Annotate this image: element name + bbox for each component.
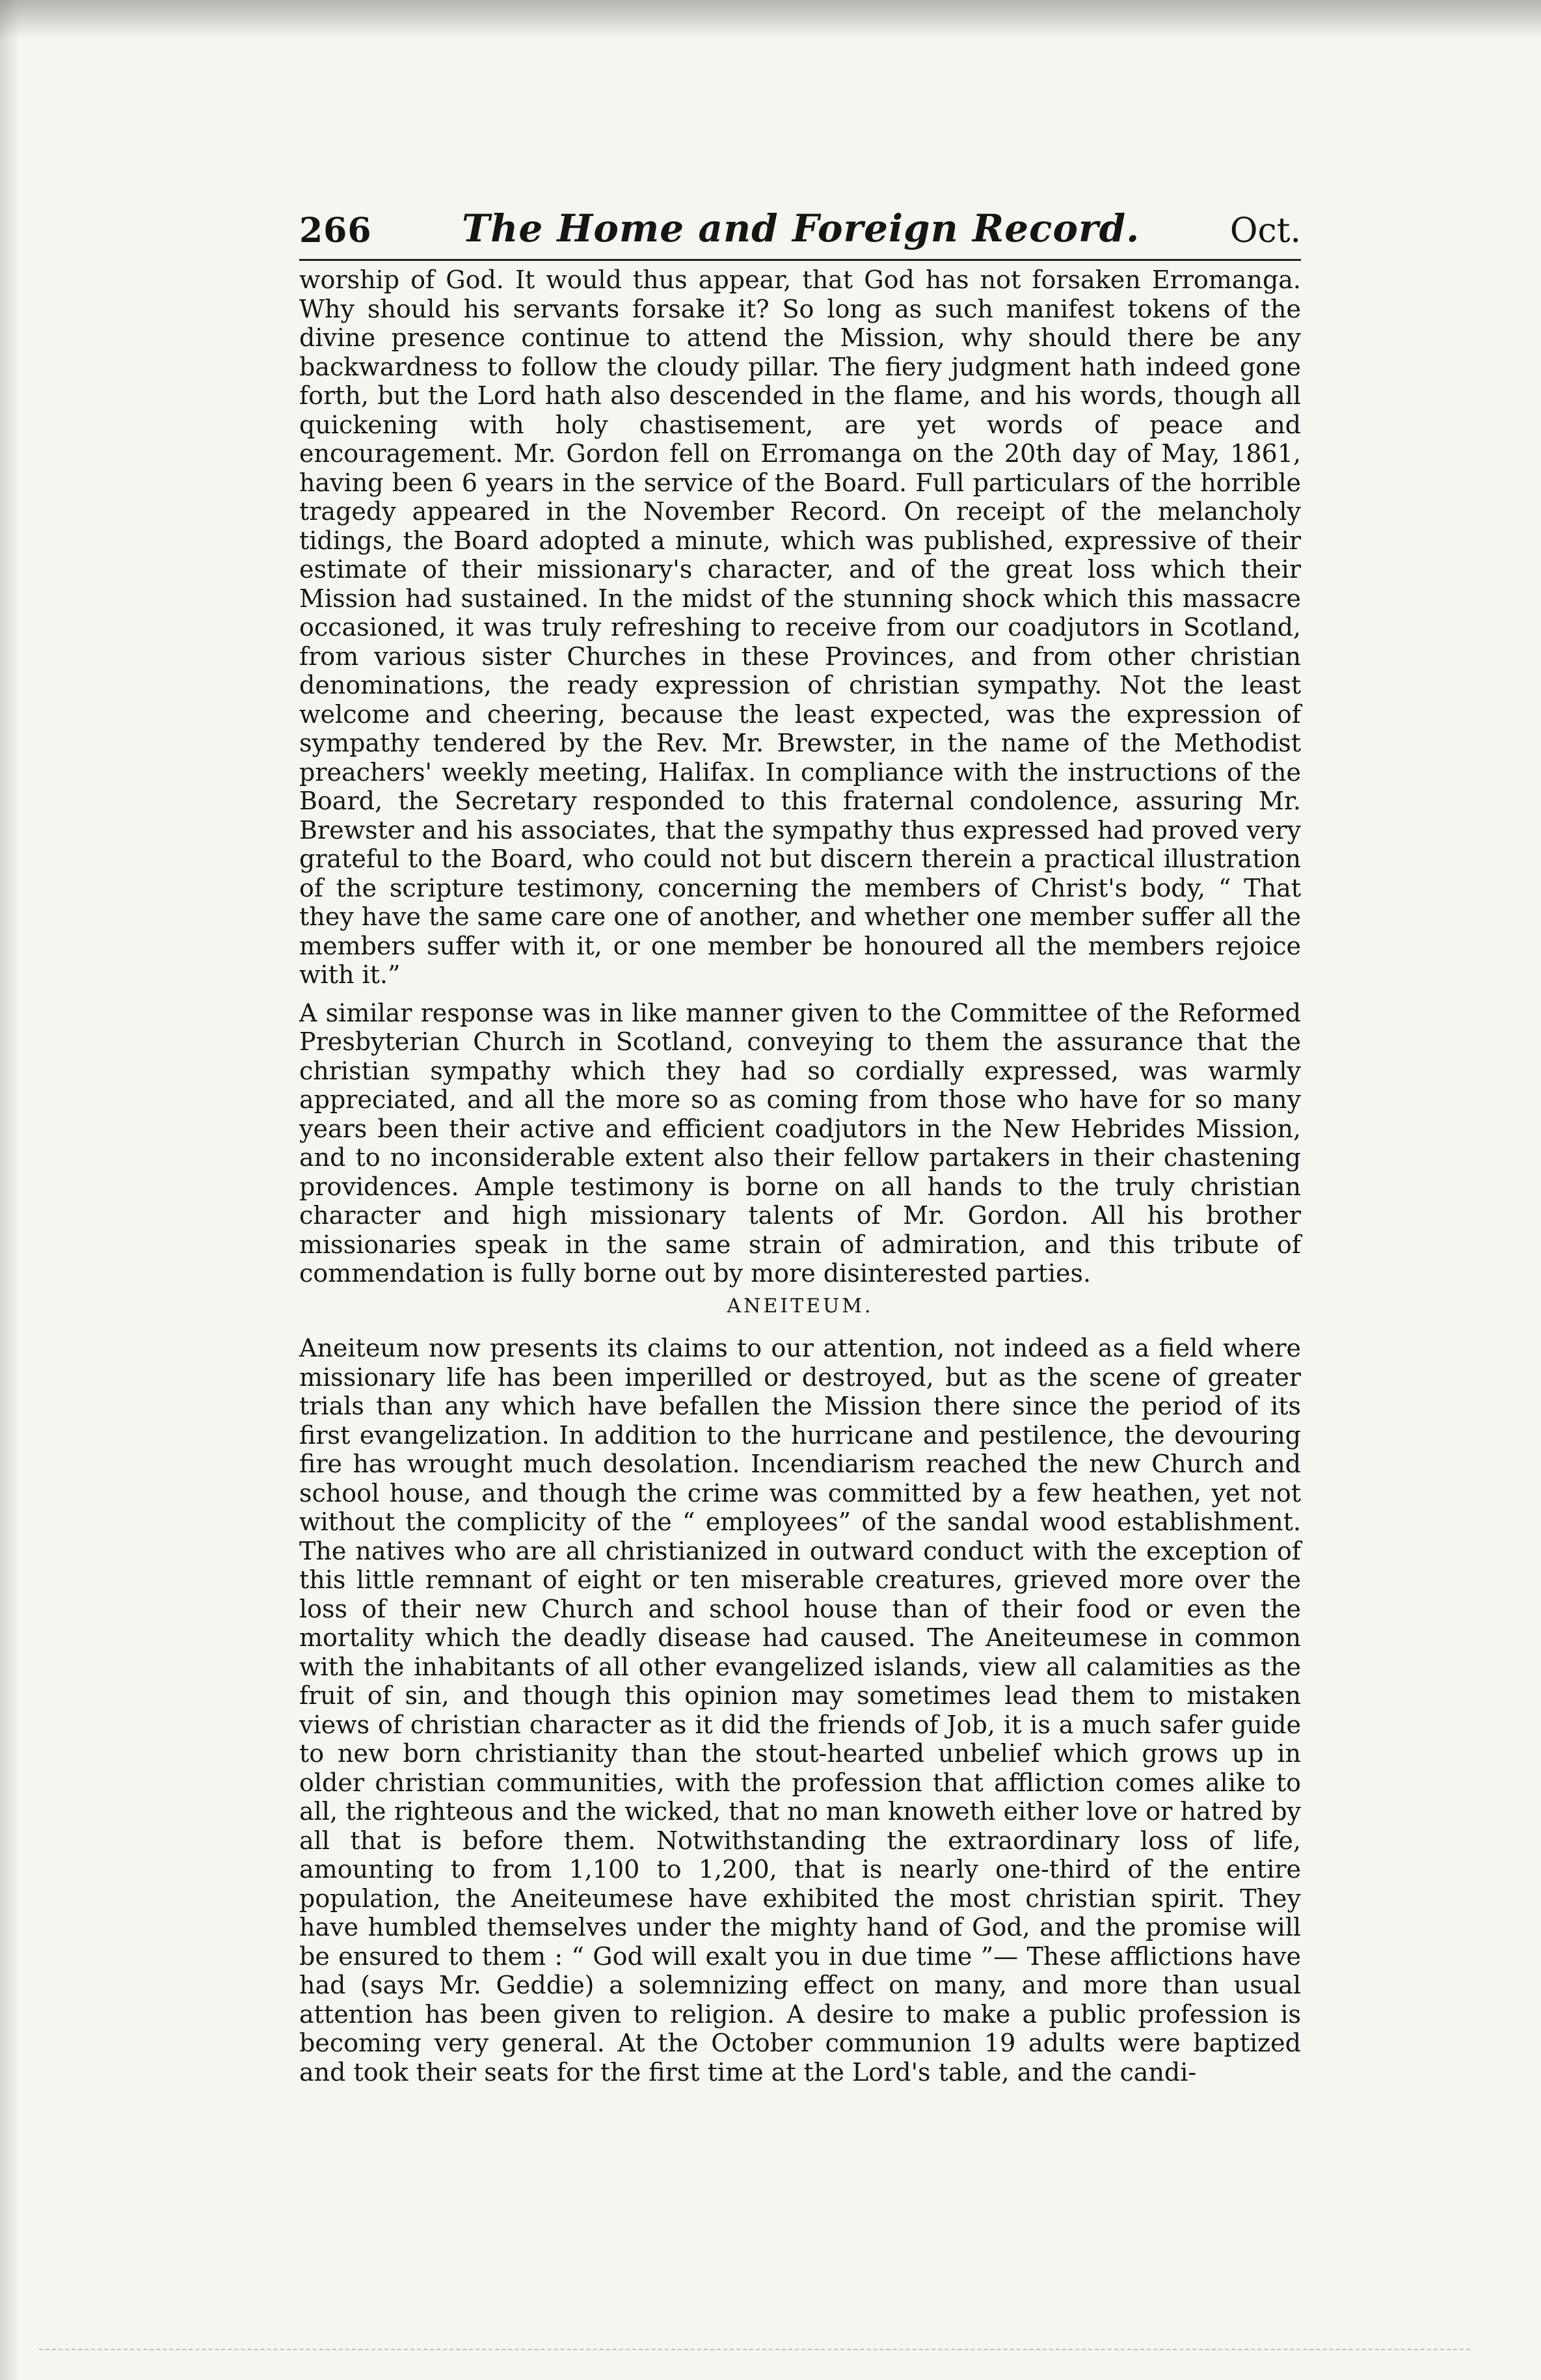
- page-number: 266: [299, 211, 372, 250]
- scan-footer-noise: [39, 2336, 1470, 2350]
- header-rule: [299, 259, 1301, 261]
- scan-edge-shadow: [0, 0, 1541, 39]
- issue-month: Oct.: [1229, 211, 1301, 250]
- paragraph-aneiteum: Aneiteum now presents its claims to our attention, not indeed as a field where missionary life has been imperilled or destroyed, but as the scene of greater trials than any which have befallen the Mission there since the period of its first evangelization. In addition to the hurricane and pestilence, the devouring fire has wrought much desolation. Incendiarism reached the new Church and school house, and though the crime was committed by a few heathen, yet not without the complicity of the “ employees” of the sandal wood establishment. The natives who are all christianized in outward conduct with the exception of this little remnant of eight or ten miserable creatures, grieved more over the loss of their new Church and school house than of their food or even the mortality which the deadly disease had caused. The Aneiteumese in common with the inhabitants of all other evangelized islands, view all calamities as the fruit of sin, and though this opinion may sometimes lead them to mistaken views of christian character as it did the friends of Job, it is a much safer guide to new born christianity than the stout-hearted unbelief which grows up in older christian communities, with the profession that affliction comes alike to all, the righteous and the wicked, that no man knoweth either love or hatred by all that is before them. Notwithstanding the extraordinary loss of life, amounting to from 1,100 to 1,200, that is nearly one-third of the entire population, the Aneiteumese have exhibited the most christian spirit. They have humbled themselves under the mighty hand of God, and the promise will be ensured to them : “ God will exalt you in due time ”— These afflictions have had (says Mr. Geddie) a solemnizing effect on many, and more than usual attention has been given to religion. A desire to make a public profession is becoming very general. At the October communion 19 adults were baptized and took their seats for the first time at the Lord's table, and the candi-: [299, 1334, 1301, 2087]
- paragraph-reformed-presbyterian: A similar response was in like manner given to the Committee of the Reformed Presbyterian Church in Scotland, conveying to them the assurance that the christian sympathy which they had so cordially expressed, was warmly appreciated, and all the more so as coming from those who have for so many years been their active and efficient coadjutors in the New Hebrides Mission, and to no inconsiderable extent also their fellow partakers in their chastening providences. Ample testimony is borne on all hands to the truly christian character and high missionary talents of Mr. Gordon. All his brother missionaries speak in the same strain of admiration, and this tribute of commendation is fully borne out by more disinterested parties.: [299, 998, 1301, 1288]
- scan-binding-shadow: [0, 0, 20, 2380]
- paragraph-gordon: worship of God. It would thus appear, that God has not forsaken Erromanga. Why should his servants forsake it? So long as such manifest tokens of the divine presence continue to attend the Mission, why should there be any backwardness to follow the cloudy pillar. The fiery judgment hath indeed gone forth, but the Lord hath also descended in the flame, and his words, though all quickening with holy chastisement, are yet words of peace and encouragement. Mr. Gordon fell on Erromanga on the 20th day of May, 1861, having been 6 years in the service of the Board. Full particulars of the horrible tragedy appeared in the November Record. On receipt of the melancholy tidings, the Board adopted a minute, which was published, expressive of their estimate of their missionary's character, and of the great loss which their Mission had sustained. In the midst of the stunning shock which this massacre occasioned, it was truly refreshing to receive from our coadjutors in Scotland, from various sister Churches in these Provinces, and from other christian denominations, the ready expression of christian sympathy. Not the least welcome and cheering, because the least expected, was the expression of sympathy tendered by the Rev. Mr. Brewster, in the name of the Methodist preachers' weekly meeting, Halifax. In compliance with the instructions of the Board, the Secretary responded to this fraternal condolence, assuring Mr. Brewster and his associates, that the sympathy thus expressed had proved very grateful to the Board, who could not but discern therein a practical illustration of the scripture testimony, concerning the members of Christ's body, “ That they have the same care one of another, and whether one member suffer all the members suffer with it, or one member be honoured all the members rejoice with it.”: [299, 265, 1301, 989]
- running-header: [299, 198, 1301, 250]
- section-heading-aneiteum: ANEITEUM.: [727, 1294, 874, 1318]
- journal-title: The Home and Foreign Record.: [461, 206, 1140, 250]
- article-body: [299, 265, 1301, 2087]
